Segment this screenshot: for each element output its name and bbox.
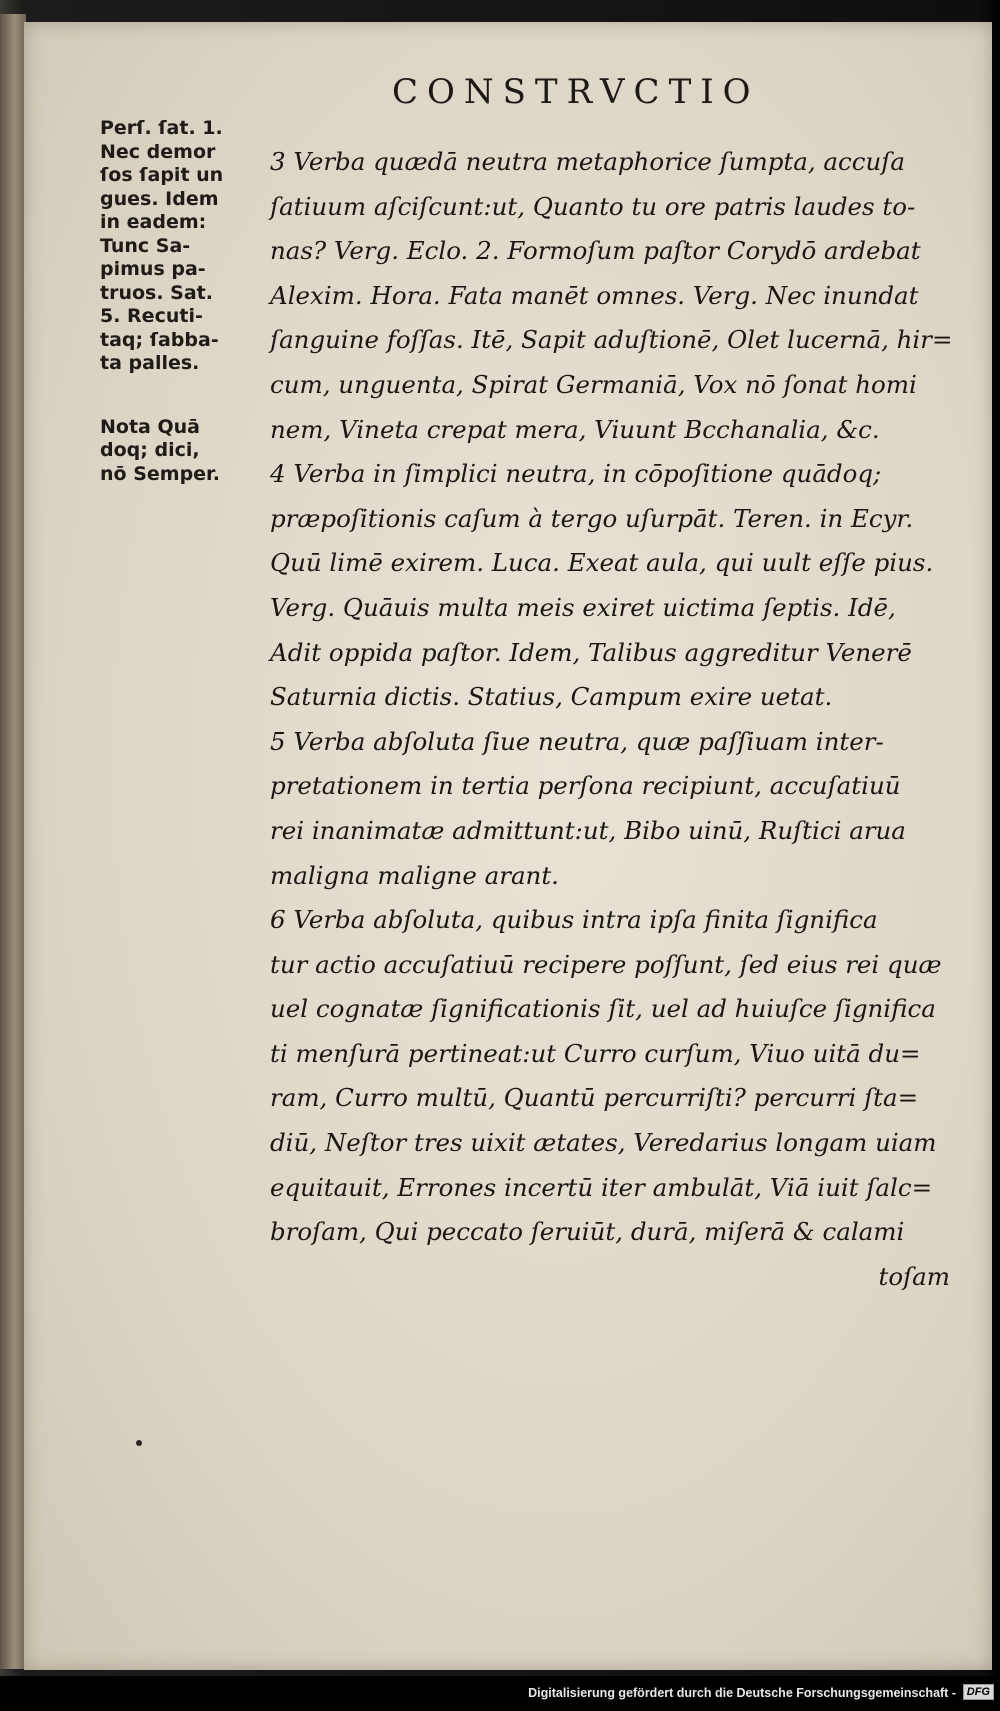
text-line: maligna maligne arant.: [270, 860, 559, 890]
note-spacer: [100, 376, 268, 416]
margin-note-persius: [100, 117, 268, 376]
margin-note-line: Perſ. ſat. 1.: [100, 117, 223, 139]
text-line: toſam: [878, 1261, 950, 1291]
funding-notice: Digitalisierung gefördert durch die Deutsche Forschungsgemeinschaft -: [528, 1686, 956, 1700]
margin-note-quandoque: [100, 416, 268, 487]
text-line: ſatiuum aſciſcunt:ut, Quanto tu ore patris laudes to-: [270, 191, 916, 221]
margin-note-line: taq; ſabba-: [100, 328, 219, 351]
margin-note-line: ſos ſapit un: [100, 164, 224, 186]
margin-note-line: Nota Quā: [100, 415, 200, 438]
text-line: nem, Vineta crepat mera, Viuunt Bcchanalia, &c.: [270, 414, 880, 444]
book-binding-edge: [0, 14, 26, 1669]
text-line: 6 Verba abſoluta, quibus intra ipſa finita ſignifica: [270, 905, 878, 935]
text-line: ti menſurā pertineat:ut Curro curſum, Viuo uitā du=: [270, 1038, 921, 1068]
text-line: præpoſitionis caſum à tergo uſurpāt. Teren. in Ecyr.: [270, 503, 914, 533]
margin-note-line: ta palles.: [100, 352, 200, 374]
margin-note-line: doq; dici,: [100, 439, 200, 461]
margin-note-line: 5. Recuti-: [100, 305, 203, 327]
ink-spot: [136, 1440, 142, 1446]
text-line: rei inanimatæ admittunt:ut, Bibo uinū, Ruſtici arua: [270, 815, 906, 845]
text-line: equitauit, Errones incertū iter ambulāt, Viā iuit ſalc=: [270, 1172, 933, 1202]
text-line: Saturnia dictis. Statius, Campum exire uetat.: [270, 682, 833, 712]
margin-note-line: nō Semper.: [100, 462, 220, 485]
text-line: tur actio accuſatiuū recipere poſſunt, ſed eius rei quæ: [270, 949, 942, 979]
text-line: diū, Neſtor tres uixit ætates, Veredarius longam uiam: [270, 1128, 937, 1158]
text-line: Quū limē exirem. Luca. Exeat aula, qui uult eſſe pius.: [270, 548, 934, 578]
text-line: 3 Verba quædā neutra metaphorice ſumpta, accuſa: [270, 147, 905, 176]
margin-note-line: Nec demor: [100, 140, 216, 163]
text-line: 4 Verba in ſimplici neutra, in cōpoſitione quādoq;: [270, 459, 882, 489]
text-line: pretationem in tertia perſona recipiunt, accuſatiuū: [270, 771, 901, 801]
margin-note-line: in eadem:: [100, 211, 207, 233]
text-line: ſanguine foſſas. Itē, Sapit aduſtionē, Olet lucernā, hir=: [270, 325, 953, 355]
text-line: broſam, Qui peccato ſeruiūt, durā, miſerā & calami: [270, 1217, 905, 1247]
text-line: cum, unguenta, Spirat Germaniā, Vox nō ſonat homi: [270, 369, 917, 399]
margin-note-line: gues. Idem: [100, 187, 219, 210]
text-line: nas? Verg. Eclo. 2. Formoſum paſtor Corydō ardebat: [270, 236, 921, 266]
main-text-block: [270, 140, 970, 1299]
margin-note-line: truos. Sat.: [100, 281, 213, 304]
text-line: Adit oppida paſtor. Idem, Talibus aggreditur Venerē: [270, 637, 912, 667]
text-line: uel cognatæ ſignificationis ſit, uel ad huiuſce ſignifica: [270, 994, 936, 1024]
text-line: Alexim. Hora. Fata manēt omnes. Verg. Nec inundat: [270, 280, 919, 310]
text-line: ram, Curro multū, Quantū percurriſti? percurri ſta=: [270, 1083, 919, 1113]
running-head: CONSTRVCTIO: [392, 72, 760, 112]
dfg-logo-icon: DFG: [963, 1684, 994, 1700]
margin-note-line: pimus pa-: [100, 258, 206, 280]
margin-note-line: Tunc Sa-: [100, 234, 191, 257]
margin-notes: [100, 117, 268, 486]
text-line: 5 Verba abſoluta ſiue neutra, quæ paſſiuam inter-: [270, 726, 884, 756]
text-line: Verg. Quāuis multa meis exiret uictima ſeptis. Idē,: [270, 592, 896, 622]
